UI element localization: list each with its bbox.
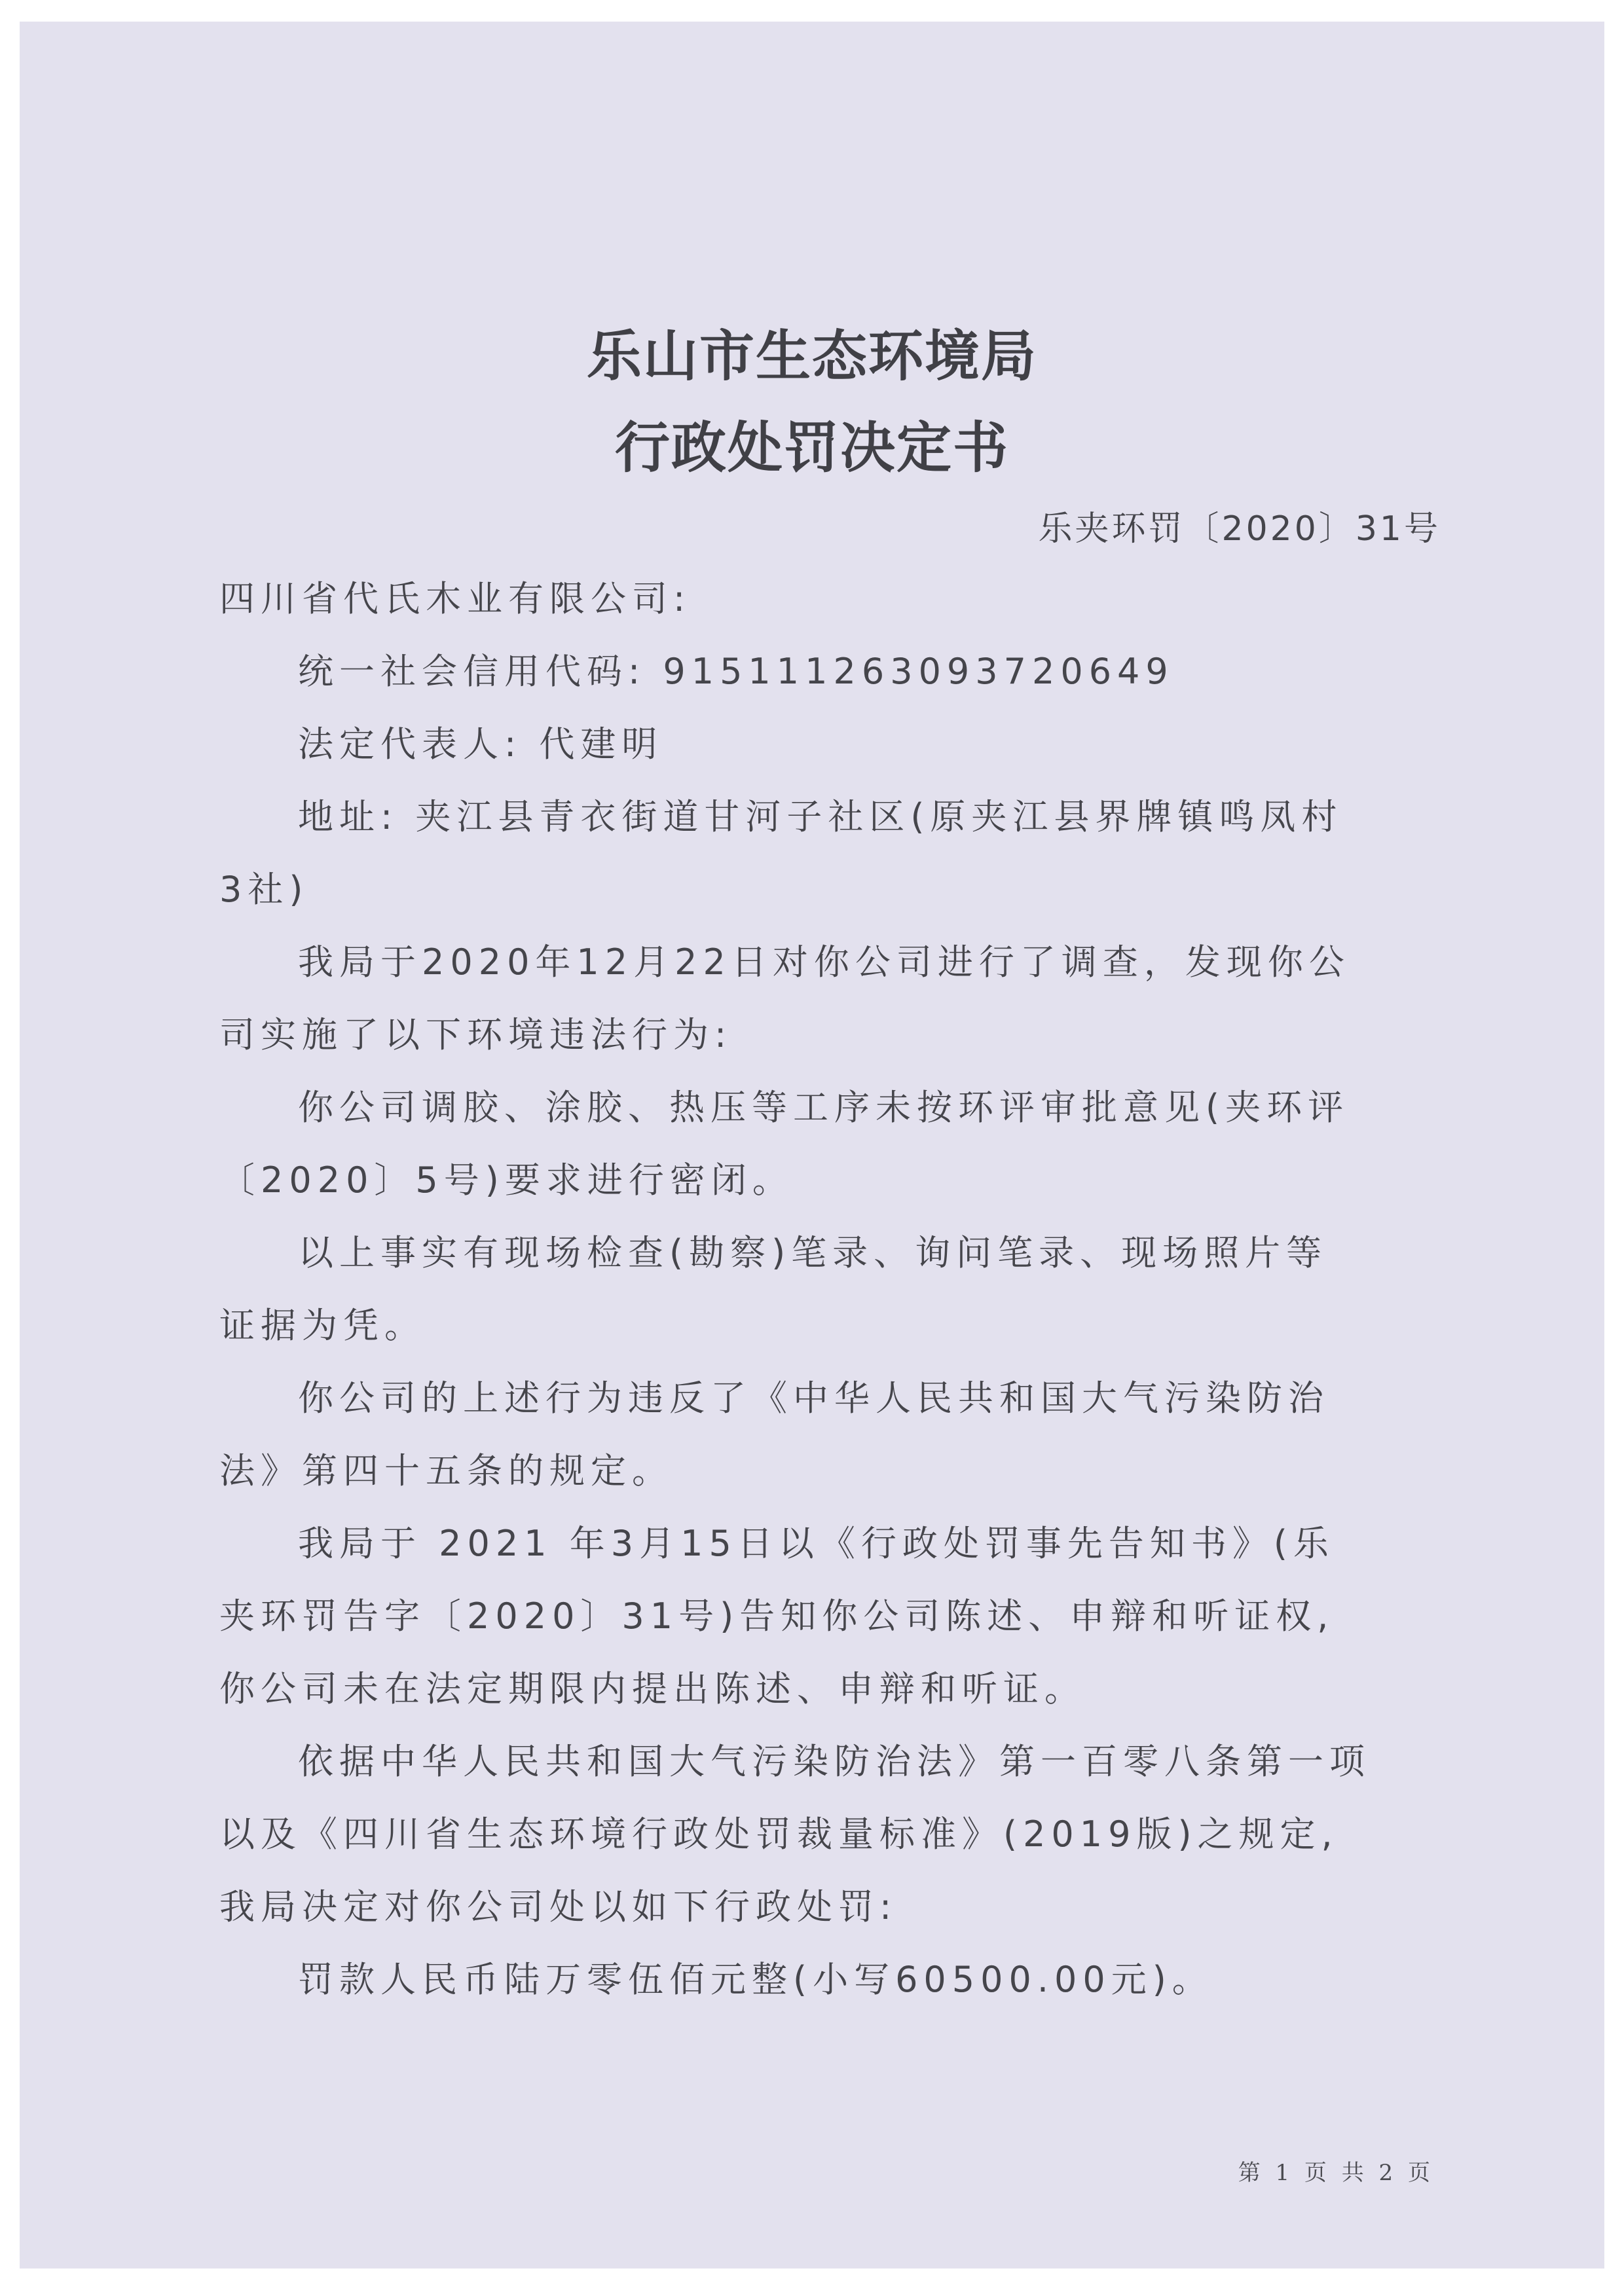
address-line-2: 3社) — [219, 869, 309, 910]
issuing-authority-title: 乐山市生态环境局 — [586, 323, 1037, 388]
scanned-page — [20, 22, 1604, 2269]
violation-paragraph-line-2: 〔2020〕5号)要求进行密闭。 — [219, 1159, 794, 1201]
notice-paragraph-line-1: 我局于 2021 年3月15日以《行政处罚事先告知书》(乐 — [298, 1523, 1335, 1564]
investigation-paragraph-line-2: 司实施了以下环境违法行为: — [219, 1014, 733, 1055]
legal-representative: 法定代表人: 代建明 — [298, 723, 663, 765]
page-number-footer: 第 1 页 共 2 页 — [1238, 2160, 1434, 2186]
notice-paragraph-line-3: 你公司未在法定期限内提出陈述、申辩和听证。 — [219, 1668, 1086, 1709]
document-number: 乐夹环罚〔2020〕31号 — [1038, 509, 1441, 549]
violation-paragraph-line-1: 你公司调胶、涂胶、热压等工序未按环评审批意见(夹环评 — [298, 1087, 1350, 1128]
law-violated-paragraph-line-1: 你公司的上述行为违反了《中华人民共和国大气污染防治 — [298, 1377, 1329, 1419]
law-violated-paragraph-line-2: 法》第四十五条的规定。 — [219, 1450, 673, 1491]
evidence-paragraph-line-1: 以上事实有现场检查(勘察)笔录、询问笔录、现场照片等 — [298, 1232, 1328, 1273]
address-line-1: 地址: 夹江县青衣街道甘河子社区(原夹江县界牌镇鸣凤村 — [298, 796, 1343, 837]
recipient-name: 四川省代氏木业有限公司: — [219, 578, 692, 619]
legal-basis-paragraph-line-1: 依据中华人民共和国大气污染防治法》第一百零八条第一项 — [298, 1741, 1371, 1782]
notice-paragraph-line-2: 夹环罚告字〔2020〕31号)告知你公司陈述、申辩和听证权, — [219, 1595, 1335, 1637]
investigation-paragraph-line-1: 我局于2020年12月22日对你公司进行了调查，发现你公 — [298, 941, 1350, 983]
legal-basis-paragraph-line-3: 我局决定对你公司处以如下行政处罚: — [219, 1886, 898, 1927]
credit-code: 统一社会信用代码: 915111263093720649 — [298, 651, 1174, 692]
penalty-amount: 罚款人民币陆万零伍佰元整(小写60500.00元)。 — [298, 1959, 1213, 2000]
legal-basis-paragraph-line-2: 以及《四川省生态环境行政处罚裁量标准》(2019版)之规定, — [219, 1813, 1338, 1855]
evidence-paragraph-line-2: 证据为凭。 — [219, 1305, 426, 1346]
document-type-title: 行政处罚决定书 — [614, 415, 1009, 480]
